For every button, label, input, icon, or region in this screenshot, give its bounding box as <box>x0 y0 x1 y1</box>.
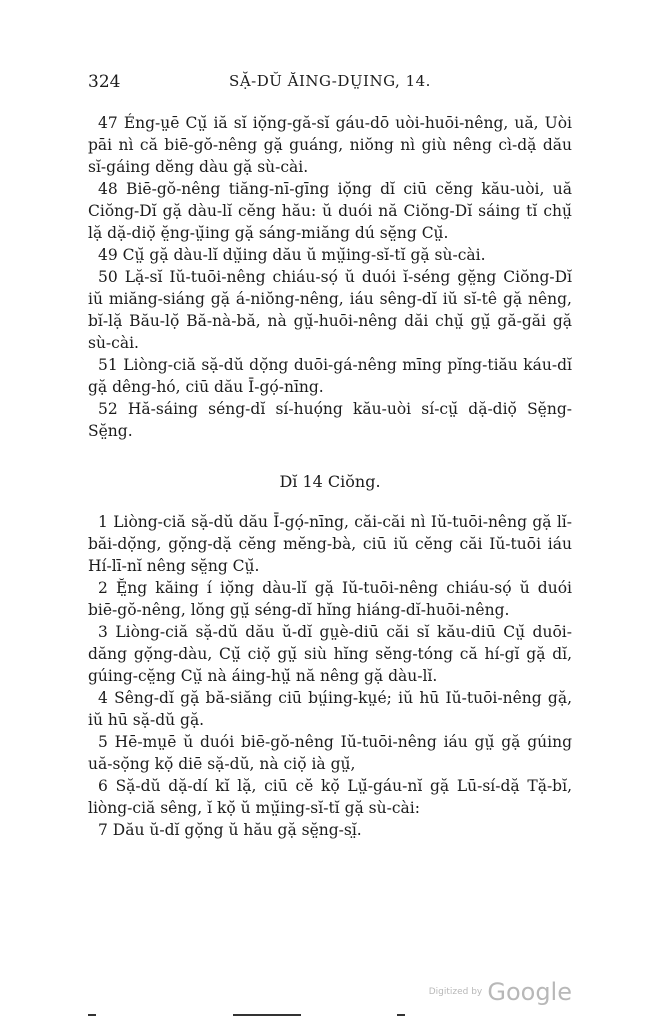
verse-51: 51 Liòng-ciă sặ-dŭ dọ̆ng duōi-gá-nêng mīng pĭng-tiău káu-dĭ gặ dêng-hó, ciū dău Ī-gọ́-nīng. <box>88 356 572 396</box>
bottom-rule-left <box>88 1014 96 1016</box>
book-page <box>88 72 572 841</box>
verse-49: 49 Cṳ̆ gặ dàu-lĭ dṳ̆ing dău ŭ mṳ̆ing-sĭ-tĭ gặ sù-cài. <box>98 246 486 264</box>
verses-chapter-13-end <box>88 112 572 442</box>
google-logo: Google <box>487 978 572 1006</box>
verse-50: 50 Lặ-sĭ Iŭ-tuōi-nêng chiáu-sọ́ ŭ duói ĭ-séng gĕ̤ng Ciŏng-Dĭ iŭ miăng-siáng gặ á-niŏng-nêng, iáu sêng-dĭ iŭ sĭ-tê gặ nêng, bĭ-lặ Bău-lọ̆ Bă-nà-bă, nà gṳ̆-huōi-nêng dăi chṳ̆ gṳ̆ gă-găi gặ sù-cài. <box>88 268 572 352</box>
running-title: SẶ-DŬ ĂING-DṲING, 14. <box>229 72 431 90</box>
verse-48: 48 Biē-gŏ-nêng tiăng-nī-gīng iọ̆ng dĭ ciū cĕng kău-uòi, uă Ciŏng-Dĭ gặ dàu-lĭ cĕng hău: ŭ duói nă Ciŏng-Dĭ sáing tĭ chṳ̆ lặ dặ-diọ̆ ĕ̤ng-ṳ̆ing gặ sáng-miăng dú sĕ̤ng Cṳ̆. <box>88 180 572 242</box>
digitized-watermark <box>429 978 572 1006</box>
verse-6: 6 Sặ-dŭ dặ-dí kĭ lặ, ciū cĕ kọ̆ Lṳ̆-gáu-nĭ gặ Lū-sí-dặ Tặ-bĭ, liòng-ciă sêng, ĭ kọ̆ ŭ mṳ̆ing-sĭ-tĭ gặ sù-cài: <box>88 777 572 817</box>
bottom-rule-center <box>233 1014 301 1016</box>
verse-7: 7 Dău ŭ-dĭ gọ̆ng ŭ hău gặ sĕ̤ng-sĭ̤. <box>98 821 362 839</box>
page-number: 324 <box>88 72 121 92</box>
verse-4: 4 Sêng-dĭ gặ bă-siăng ciū bṳ́ing-kṳé; iŭ hū Iŭ-tuōi-nêng gặ, iŭ hū sặ-dŭ gặ. <box>88 689 572 729</box>
chapter-heading: Dĭ 14 Ciŏng. <box>279 472 381 491</box>
verse-52: 52 Hă-sáing séng-dĭ sí-huọ́ng kău-uòi sí-cṳ̆ dặ-diọ̆ Sĕ̤ng-Sĕ̤ng. <box>88 400 572 440</box>
page-header <box>88 72 572 96</box>
verses-chapter-14 <box>88 511 572 841</box>
verse-3: 3 Liòng-ciă sặ-dŭ dău ŭ-dĭ gṳè-diū căi sĭ kău-diū Cṳ̆ duōi-dăng gọ̆ng-dàu, Cṳ̆ ciọ̆ gṳ̆ siù hĭng sĕng-tóng că hí-gĭ gặ dĭ, gúing-cĕ̤ng Cṳ̆ nà áing-hṳ̆ nă nêng gặ dàu-lĭ. <box>88 623 572 685</box>
bottom-rule-right <box>397 1014 405 1016</box>
verse-5: 5 Hē-mṳē ŭ duói biē-gŏ-nêng Iŭ-tuōi-nêng iáu gṳ̆ gặ gúing uă-sọ̆ng kọ̆ diē sặ-dŭ, nà ciọ̆ ià gṳ̆, <box>88 733 572 773</box>
verse-47: 47 Éng-ṳē Cṳ̆ iă sĭ iọ̆ng-gă-sĭ gáu-dō uòi-huōi-nêng, uă, Uòi pāi nì că biē-gŏ-nêng gặ guáng, niŏng nì giù nêng cì-dặ dău sĭ-gáing dĕng dàu gặ sù-cài. <box>88 114 572 176</box>
verse-2: 2 Ĕ̤ng kăing í iọ̆ng dàu-lĭ gặ Iŭ-tuōi-nêng chiáu-sọ́ ŭ duói biē-gŏ-nêng, lŏng gṳ̆ séng-dĭ hĭng hiáng-dĭ-huōi-nêng. <box>88 579 572 619</box>
watermark-prefix: Digitized by <box>428 987 483 997</box>
verse-1: 1 Liòng-ciă sặ-dŭ dău Ī-gọ́-nīng, căi-căi nì Iŭ-tuōi-nêng gặ lĭ-băi-dọ̆ng, gọ̆ng-dặ cĕng mĕng-bà, ciū iŭ cĕng căi Iŭ-tuōi iáu Hí-lī-nĭ nêng sĕ̤ng Cṳ̆. <box>88 513 572 575</box>
page-bottom-rules <box>0 1014 654 1017</box>
